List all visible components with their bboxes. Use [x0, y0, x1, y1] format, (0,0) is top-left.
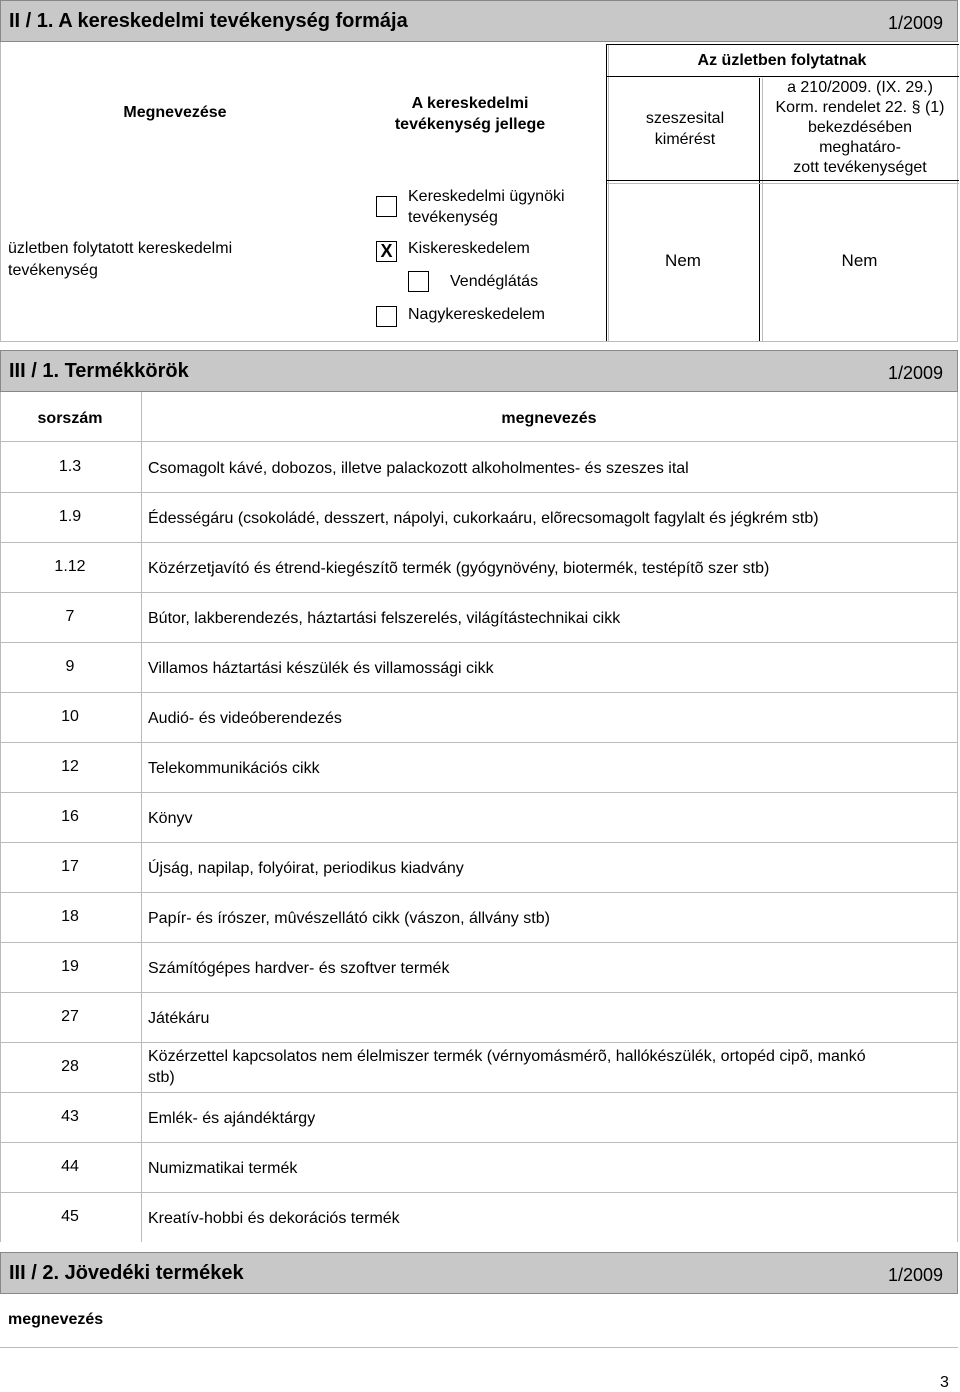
korm-line-3: bekezdésében	[807, 119, 913, 136]
row-megnevezes: Audió- és videóberendezés	[148, 710, 342, 727]
row-megnevezes: Villamos háztartási készülék és villamossági cikk	[148, 660, 494, 677]
col-header-jellege: A kereskedelmi tevékenység jellege	[394, 95, 546, 133]
col-header-megnevezes: megnevezés	[501, 410, 597, 427]
section-year: 1/2009	[887, 1265, 943, 1285]
section-title: II / 1. A kereskedelmi tevékenység formája	[9, 10, 408, 32]
section-year: 1/2009	[887, 363, 943, 383]
page-number: 3	[940, 1374, 949, 1391]
korm-line-1: a 210/2009. (IX. 29.)	[787, 79, 933, 96]
checkbox-ugynoki[interactable]	[376, 196, 397, 217]
row-sorszam: 10	[61, 708, 79, 725]
row-divider	[0, 1092, 958, 1093]
row-megnevezes: Bútor, lakberendezés, háztartási felszerelés, világítástechnikai cikk	[148, 610, 621, 627]
col-header-megnevezes-jovedeki: megnevezés	[8, 1311, 104, 1328]
row-sorszam: 28	[61, 1058, 79, 1075]
row-megnevezes: Csomagolt kávé, dobozos, illetve palackozott alkoholmentes- és szeszes ital	[148, 460, 689, 477]
section-header-jovedeki	[0, 1252, 958, 1294]
checkbox-vendeglatas[interactable]	[408, 271, 429, 292]
row-megnevezes: Telekommunikációs cikk	[148, 760, 320, 777]
checkbox-nagykereskedelem[interactable]	[376, 306, 397, 327]
korm-line-5: zott tevékenységet	[793, 159, 927, 176]
row-sorszam: 44	[61, 1158, 79, 1175]
row-divider	[0, 1042, 958, 1043]
row-sorszam: 7	[65, 608, 75, 625]
korm-line-4: meghatáro-	[819, 139, 901, 156]
row-divider	[0, 742, 958, 743]
row-megnevezes: Újság, napilap, folyóirat, periodikus kiadvány	[148, 860, 464, 877]
row-megnevezes: Közérzettel kapcsolatos nem élelmiszer termék (vérnyomásmérõ, hallókészülék, ortopéd cipõ, mankó stb)	[148, 1048, 866, 1086]
row-sorszam: 1.12	[54, 558, 86, 575]
korm-line-2a: Korm. rendelet 22.	[775, 99, 908, 116]
row-divider	[0, 992, 958, 993]
row-megnevezes: Emlék- és ajándéktárgy	[148, 1110, 316, 1127]
row-divider	[0, 1192, 958, 1193]
checkbox-kiskereskedelem[interactable]: X	[376, 241, 397, 262]
paragraph-sign: §	[911, 99, 921, 116]
row-sorszam: 18	[61, 908, 79, 925]
row-divider	[0, 492, 958, 493]
row-sorszam: 45	[61, 1208, 79, 1225]
col-header-korm-rendelet	[765, 78, 955, 178]
col-header-sorszam: sorszám	[37, 410, 103, 427]
row-sorszam: 19	[61, 958, 79, 975]
row-sorszam: 17	[61, 858, 79, 875]
option-label-nagykereskedelem: Nagykereskedelem	[408, 306, 545, 323]
row-sorszam: 27	[61, 1008, 79, 1025]
row-sorszam: 16	[61, 808, 79, 825]
option-label-vendeglatas: Vendéglátás	[450, 273, 539, 290]
option-label-kiskereskedelem: Kiskereskedelem	[408, 240, 530, 257]
row-divider	[0, 792, 958, 793]
row-megnevezes: Játékáru	[148, 1010, 210, 1027]
col-header-group: Az üzletben folytatnak	[697, 52, 867, 69]
row-sorszam: 1.9	[58, 508, 82, 525]
row-megnevezes: Édességáru (csokoládé, desszert, nápolyi, cukorkaáru, elõrecsomagolt fagylalt és jégkrém stb)	[148, 510, 819, 527]
korm-line-2b: (1)	[924, 99, 945, 116]
row-divider	[0, 892, 958, 893]
section-title: III / 1. Termékkörök	[9, 360, 189, 382]
row-label-uzletben: üzletben folytatott kereskedelmi tevékenység	[8, 240, 233, 279]
row-sorszam: 1.3	[58, 458, 82, 475]
row-megnevezes: Kreatív-hobbi és dekorációs termék	[148, 1210, 400, 1227]
col-header-szeszesital: szeszesital kimérést	[645, 110, 725, 148]
row-divider	[0, 942, 958, 943]
option-label-ugynoki: Kereskedelmi ügynöki tevékenység	[408, 188, 565, 226]
col-header-megnevezese: Megnevezése	[123, 104, 227, 121]
section-title: III / 2. Jövedéki termékek	[9, 1262, 244, 1284]
row-divider	[0, 842, 958, 843]
row-sorszam: 9	[65, 658, 75, 675]
row-divider	[0, 692, 958, 693]
row-megnevezes: Könyv	[148, 810, 193, 827]
row-divider	[0, 1142, 958, 1143]
row-megnevezes: Közérzetjavító és étrend-kiegészítõ termék (gyógynövény, biotermék, testépítõ szer stb)	[148, 560, 770, 577]
korm-line-2	[765, 98, 955, 118]
row-sorszam: 43	[61, 1108, 79, 1125]
row-megnevezes: Papír- és írószer, mûvészellátó cikk (vászon, állvány stb)	[148, 910, 550, 927]
row-megnevezes: Numizmatikai termék	[148, 1160, 298, 1177]
value-szeszesital: Nem	[665, 251, 701, 270]
section-year: 1/2009	[887, 13, 943, 33]
value-korm-rendelet: Nem	[841, 251, 878, 270]
row-divider	[0, 642, 958, 643]
row-megnevezes: Számítógépes hardver- és szoftver termék	[148, 960, 450, 977]
section-header-termekkorok	[0, 350, 958, 392]
row-sorszam: 12	[61, 758, 79, 775]
section-header-forma	[0, 0, 958, 42]
row-divider	[0, 592, 958, 593]
row-divider	[0, 542, 958, 543]
